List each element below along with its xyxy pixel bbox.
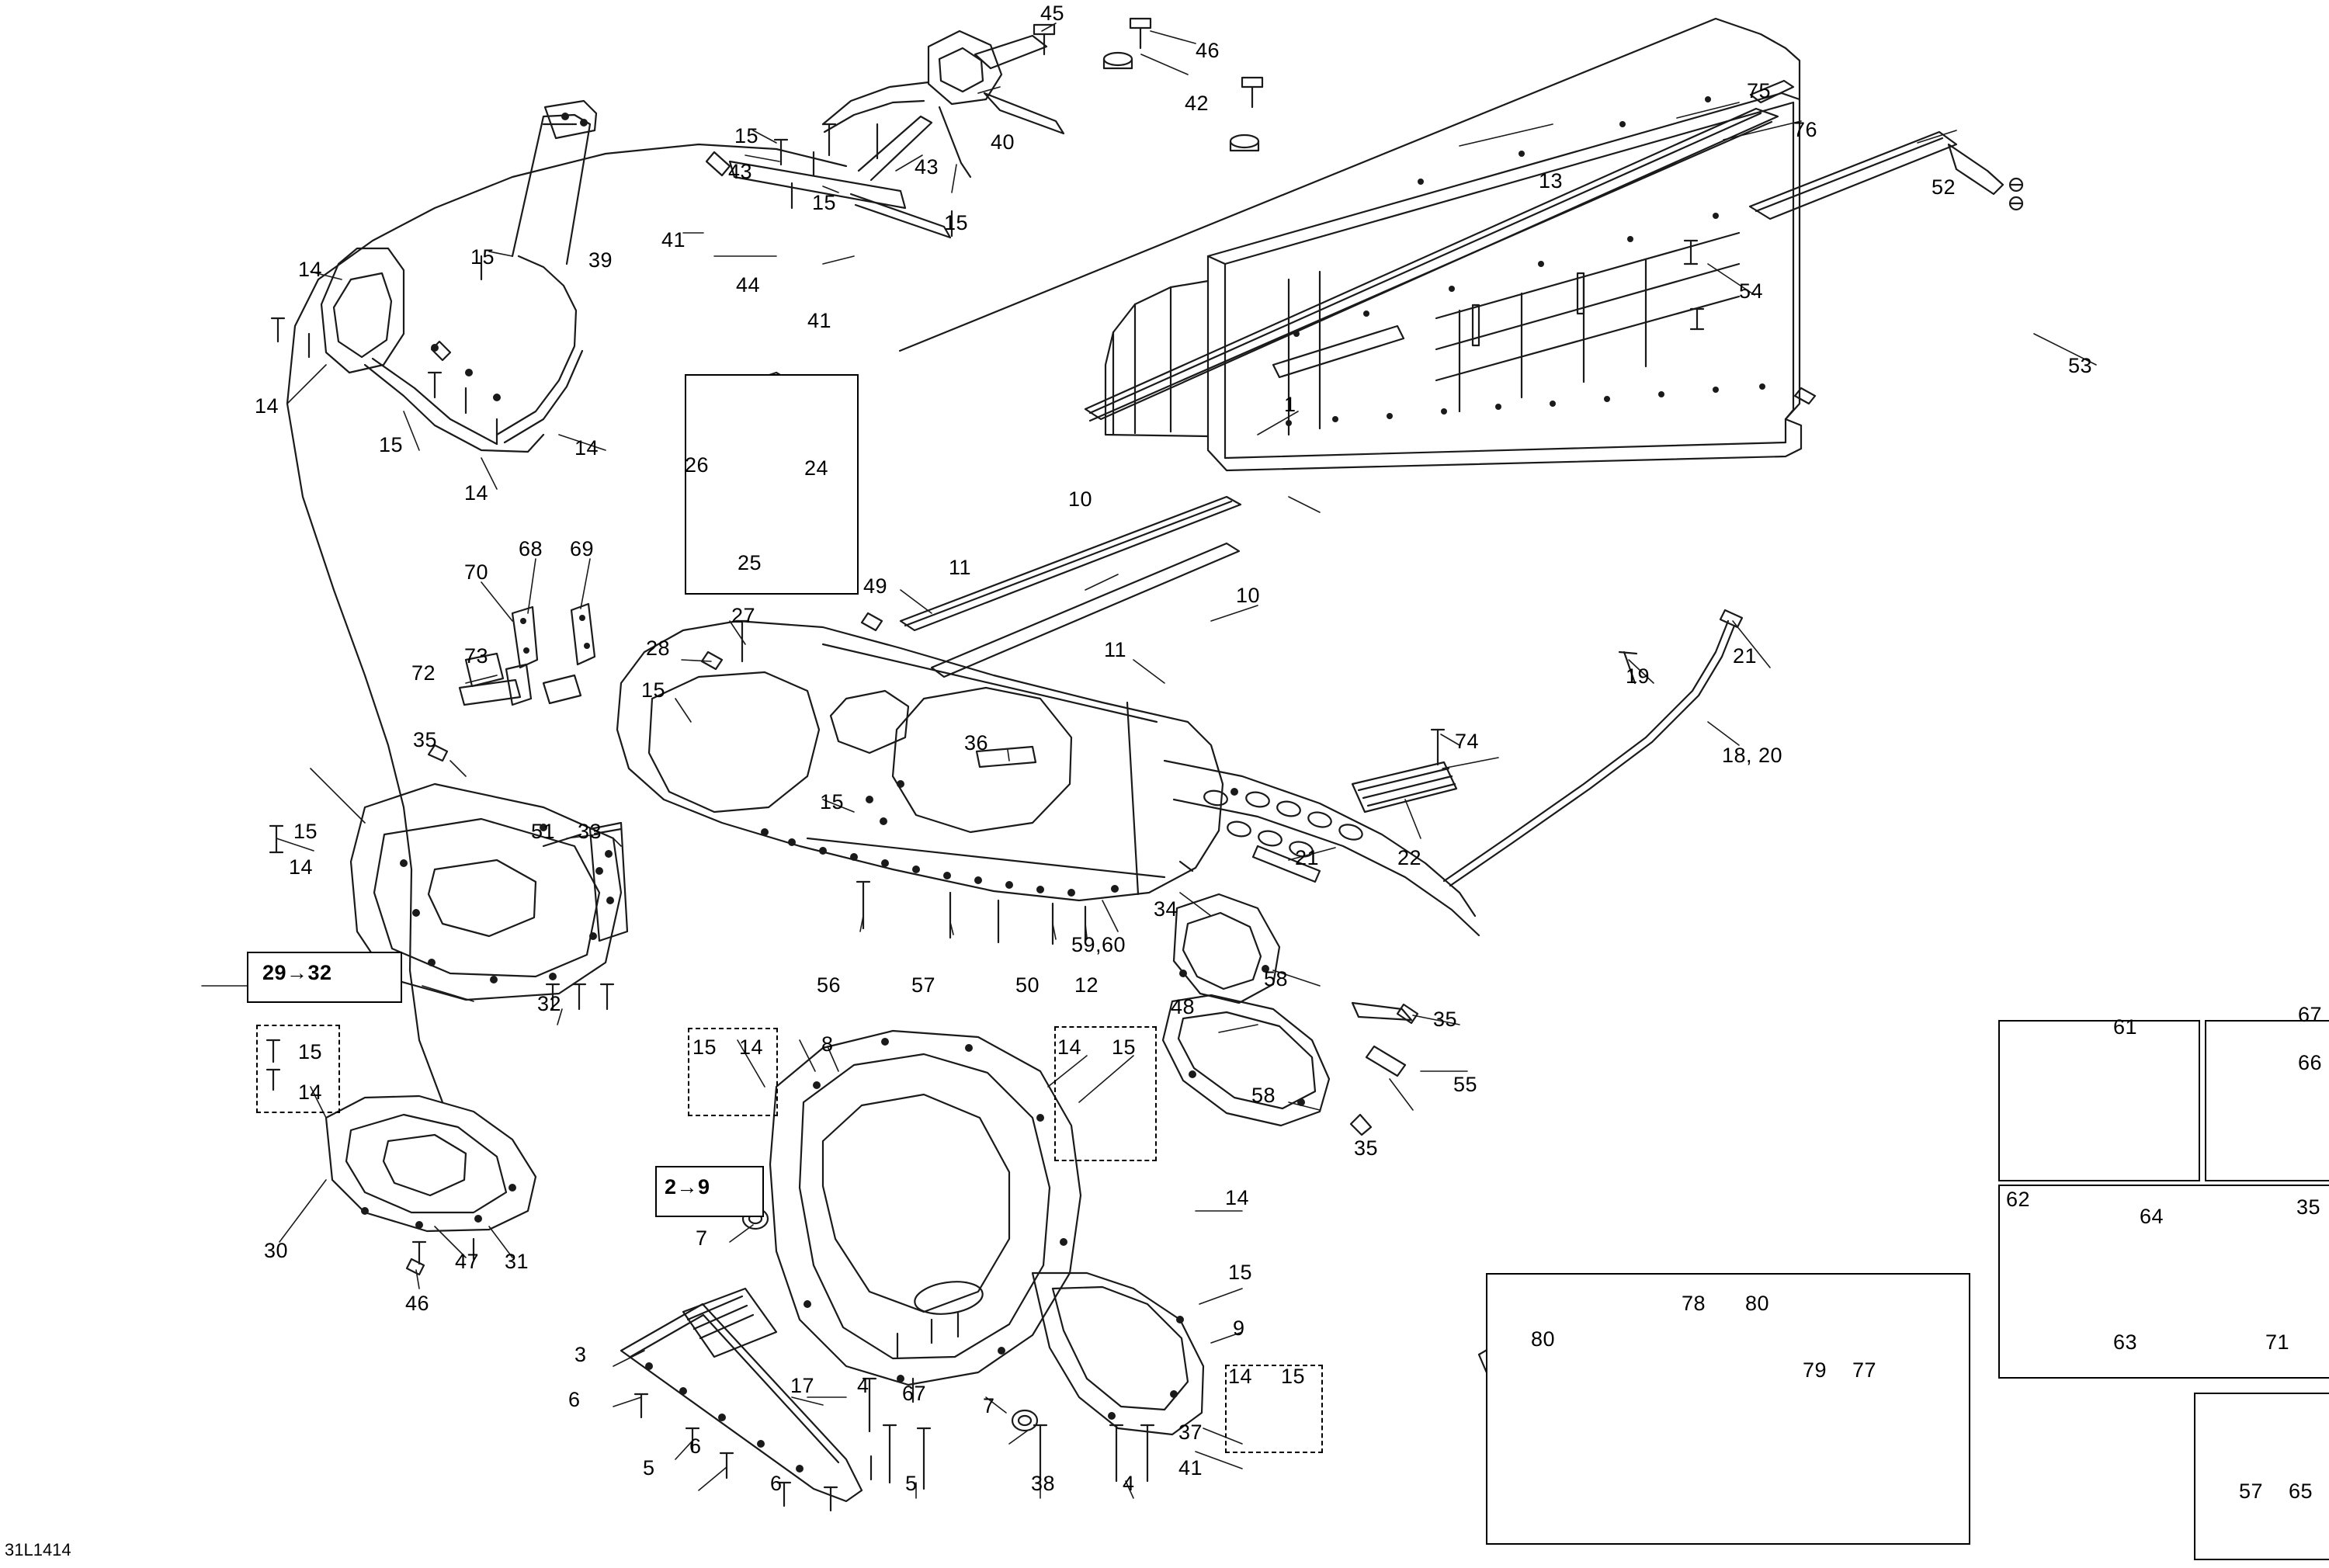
callout-15-j: 15 [692, 1036, 717, 1059]
callout-15-h: 15 [820, 790, 845, 813]
callout-66: 66 [2298, 1051, 2323, 1074]
callout-12: 12 [1074, 973, 1099, 997]
inset-hood-bracket [685, 374, 859, 595]
callout-68: 68 [519, 537, 543, 560]
callout-43-a: 43 [728, 160, 753, 183]
callout-53: 53 [2068, 354, 2093, 377]
callout-80-a: 80 [1745, 1292, 1770, 1315]
callout-36: 36 [964, 731, 989, 755]
callout-14-a: 14 [298, 258, 323, 281]
callout-11-b: 11 [1104, 638, 1127, 661]
callout-32: 32 [537, 992, 562, 1015]
callout-67-a: 67 [902, 1382, 927, 1405]
callout-6-a: 6 [568, 1388, 581, 1411]
callout-55: 55 [1453, 1073, 1478, 1096]
callout-35-d: 35 [2296, 1195, 2321, 1219]
callout-46-top: 46 [1196, 39, 1220, 62]
callout-35-b: 35 [1433, 1008, 1458, 1031]
callout-59-60: 59,60 [1071, 933, 1126, 956]
callout-15-b: 15 [812, 191, 837, 214]
callout-25: 25 [738, 551, 762, 574]
callout-72: 72 [411, 661, 436, 685]
callout-38: 38 [1031, 1472, 1056, 1495]
callout-14-j: 14 [1228, 1365, 1253, 1388]
callout-57-b: 57 [2239, 1480, 2264, 1503]
callout-47: 47 [455, 1250, 480, 1273]
callout-15-c: 15 [944, 211, 969, 234]
callout-14-d: 14 [464, 481, 489, 505]
callout-7-a: 7 [696, 1226, 708, 1250]
callout-30: 30 [264, 1239, 289, 1262]
callout-70: 70 [464, 560, 489, 584]
inset-77-80 [1486, 1273, 1970, 1545]
callout-42: 42 [1185, 92, 1210, 115]
callout-78: 78 [1682, 1292, 1706, 1315]
callout-9: 9 [1233, 1316, 1245, 1340]
callout-44: 44 [736, 273, 761, 297]
callout-69: 69 [570, 537, 595, 560]
callout-76: 76 [1793, 118, 1818, 141]
callout-58-b: 58 [1251, 1084, 1276, 1107]
callout-41-c: 41 [1178, 1456, 1203, 1480]
callout-61: 61 [2113, 1015, 2138, 1039]
callout-28: 28 [646, 637, 671, 660]
callout-21-b: 21 [1295, 846, 1320, 869]
callout-73: 73 [464, 644, 489, 668]
callout-41-a: 41 [661, 228, 686, 252]
callout-10-b: 10 [1236, 584, 1261, 607]
callout-15-g: 15 [293, 820, 318, 843]
callout-14-b: 14 [255, 394, 279, 418]
callout-48: 48 [1171, 995, 1196, 1018]
inset-57-65 [2194, 1393, 2329, 1560]
callout-6-c: 6 [770, 1472, 783, 1495]
callout-37: 37 [1178, 1421, 1203, 1444]
callout-15-k: 15 [1112, 1036, 1137, 1059]
callout-14-f: 14 [298, 1081, 323, 1104]
callout-79: 79 [1803, 1358, 1827, 1382]
callout-5-b: 5 [905, 1472, 918, 1495]
callout-63: 63 [2113, 1330, 2138, 1354]
callout-45: 45 [1040, 2, 1065, 25]
callout-18-20: 18, 20 [1722, 744, 1783, 767]
callout-14-h: 14 [1057, 1036, 1082, 1059]
callout-54: 54 [1739, 279, 1764, 303]
callout-8: 8 [821, 1032, 834, 1056]
callout-15-i: 15 [298, 1040, 323, 1063]
callout-34: 34 [1154, 897, 1178, 921]
callout-7-b: 7 [983, 1394, 995, 1417]
callout-49: 49 [863, 574, 888, 598]
callout-15-f: 15 [641, 678, 666, 702]
callout-80-b: 80 [1531, 1327, 1556, 1351]
callout-43-b: 43 [915, 155, 939, 179]
callout-27: 27 [731, 604, 756, 627]
callout-17: 17 [790, 1374, 815, 1397]
callout-2-9: 2→9 [665, 1175, 710, 1199]
callout-67-b: 67 [2298, 1003, 2323, 1026]
callout-40: 40 [991, 130, 1015, 154]
callout-41-b: 41 [807, 309, 832, 332]
callout-15-e: 15 [379, 433, 404, 456]
callout-14-c: 14 [574, 436, 599, 460]
callout-13: 13 [1539, 169, 1564, 193]
callout-5-a: 5 [643, 1456, 655, 1480]
callout-39: 39 [588, 248, 613, 272]
callout-56: 56 [817, 973, 842, 997]
callout-58-a: 58 [1264, 967, 1289, 990]
callout-19: 19 [1626, 664, 1650, 688]
callout-46-b: 46 [405, 1292, 430, 1315]
callout-22: 22 [1397, 846, 1422, 869]
callout-15-d: 15 [470, 245, 495, 269]
callout-15-l: 15 [1228, 1261, 1253, 1284]
callout-50: 50 [1015, 973, 1040, 997]
callout-35-a: 35 [413, 728, 438, 751]
inset-61 [1998, 1020, 2200, 1181]
callout-62: 62 [2006, 1188, 2031, 1211]
callout-64: 64 [2140, 1205, 2164, 1228]
callout-14-g: 14 [739, 1036, 764, 1059]
callout-10-a: 10 [1068, 487, 1093, 511]
callout-31: 31 [505, 1250, 529, 1273]
callout-3: 3 [574, 1343, 587, 1366]
callout-52: 52 [1932, 175, 1956, 199]
callout-33: 33 [578, 820, 602, 843]
callout-29-32: 29→32 [262, 961, 332, 984]
callout-75: 75 [1747, 79, 1772, 102]
callout-74: 74 [1455, 730, 1480, 753]
callout-15-a: 15 [734, 124, 759, 147]
callout-11-a: 11 [949, 556, 972, 579]
callout-65: 65 [2289, 1480, 2313, 1503]
callout-15-m: 15 [1281, 1365, 1306, 1388]
callout-6-b: 6 [689, 1434, 702, 1458]
callout-21-a: 21 [1733, 644, 1758, 668]
document-id: 31L1414 [5, 1540, 71, 1559]
callout-57: 57 [911, 973, 936, 997]
callout-26: 26 [685, 453, 710, 477]
callout-4-b: 4 [1123, 1472, 1135, 1495]
callout-1: 1 [1284, 393, 1296, 416]
callout-35-c: 35 [1354, 1136, 1379, 1160]
callout-4-a: 4 [857, 1374, 869, 1397]
callout-51: 51 [531, 820, 556, 843]
callout-77: 77 [1852, 1358, 1877, 1382]
callout-14-i: 14 [1225, 1186, 1250, 1209]
callout-14-e: 14 [289, 855, 314, 879]
callout-71: 71 [2265, 1330, 2290, 1354]
inset-66-67 [2205, 1020, 2329, 1181]
callout-24: 24 [804, 456, 829, 480]
